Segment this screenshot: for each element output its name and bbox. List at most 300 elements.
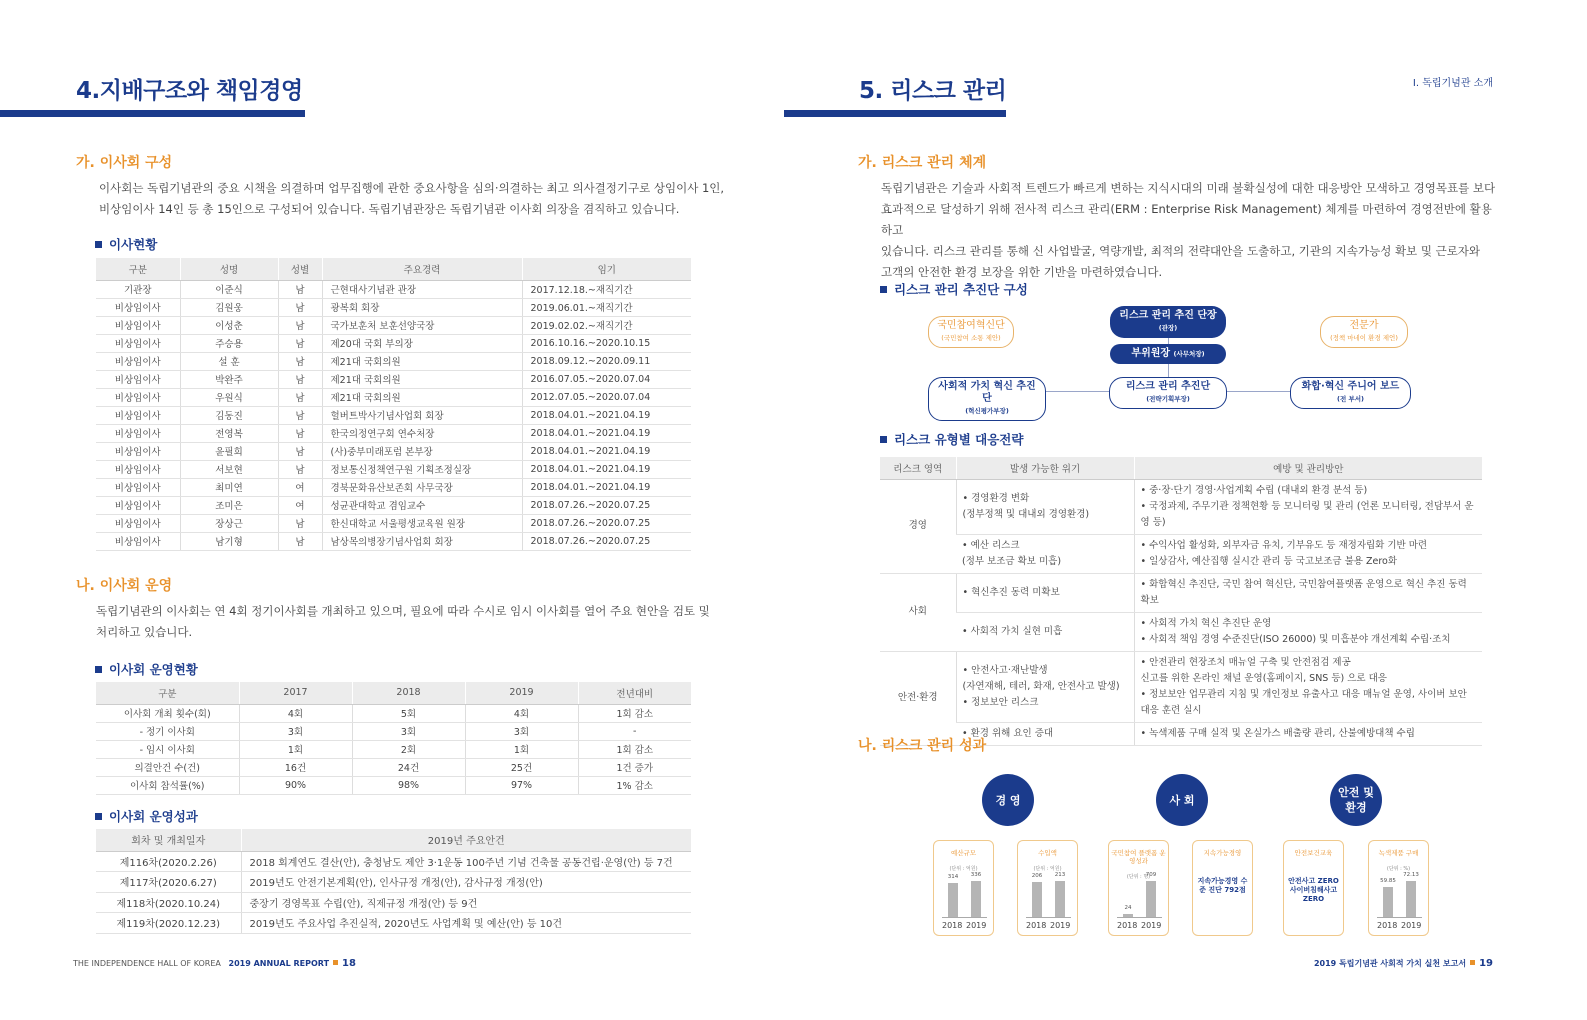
table-cell: 조미은 <box>180 496 278 514</box>
risk-plan-line: • 일상감사, 예산집행 실시간 관리 등 국고보조금 불용 Zero화 <box>1140 555 1398 567</box>
square-bullet-icon <box>880 286 887 293</box>
table-cell: 2018.04.01.~2021.04.19 <box>522 478 691 496</box>
table-cell: 2018.09.12.~2020.09.11 <box>522 352 691 370</box>
table-cell: 남 <box>278 460 322 478</box>
table-cell: 3회 <box>239 722 352 740</box>
table-cell: 기관장 <box>96 280 180 298</box>
table-row <box>96 851 691 872</box>
result-baseline <box>1026 917 1071 918</box>
org-node-experts <box>1320 316 1408 348</box>
risk-plan-line: • 정보보안 업무관리 지침 및 개인정보 유출사고 대응 매뉴얼 운영, 사이버 보안 <box>1140 688 1467 700</box>
table-row <box>96 424 691 442</box>
result-card-title: 국민참여 플랫폼 운영성과 <box>1111 849 1166 865</box>
table-cell: 국가보훈처 보훈선양국장 <box>322 316 522 334</box>
table-cell: 2018.04.01.~2021.04.19 <box>522 442 691 460</box>
risk-area-cell: 안전·환경 <box>880 651 956 745</box>
risk-intro-text <box>881 178 1496 283</box>
risk-plan-line: • 중·장·단기 경영·사업계획 수립 (대내외 환경 분석 등) <box>1140 484 1368 496</box>
table-cell: 제21대 국회의원 <box>322 370 522 388</box>
category-management-label: 경 영 <box>995 793 1021 807</box>
result-card <box>1283 840 1344 936</box>
square-bullet-icon <box>880 436 887 443</box>
risk-plan-cell <box>1134 722 1482 745</box>
table-cell: 제117차(2020.6.27) <box>96 872 241 893</box>
year-label: 2019 <box>1141 921 1162 930</box>
table-cell: 비상임이사 <box>96 406 180 424</box>
result-bar <box>1383 887 1393 917</box>
table-cell: 광복회 회장 <box>322 298 522 316</box>
table-cell: 남 <box>278 532 322 550</box>
page-number-right: 19 <box>1479 958 1493 969</box>
table-row <box>96 872 691 893</box>
risk-plan-line: • 국정과제, 주무기관 정책현황 등 모니터링 및 관리 (언론 모니터링, 전담부서 운영 등) <box>1140 500 1474 528</box>
table-cell: 박완주 <box>180 370 278 388</box>
table-row <box>96 740 691 758</box>
risk-crisis-line: (정부 보조금 확보 미흡) <box>962 555 1062 567</box>
table-cell: 4회 <box>239 704 352 722</box>
result-baseline <box>1117 917 1162 918</box>
result-card-text: 지속가능경영 수준 진단 792점 <box>1197 877 1248 894</box>
footer-dot-icon <box>1470 960 1475 965</box>
square-bullet-icon <box>95 813 102 820</box>
risk-plan-cell <box>1134 651 1482 722</box>
table-cell: 김동진 <box>180 406 278 424</box>
table-row <box>96 352 691 370</box>
board-table-title-text: 이사현황 <box>109 237 158 252</box>
result-bar <box>971 881 981 917</box>
table-cell: 서보현 <box>180 460 278 478</box>
table-cell: 2018.07.26.~2020.07.25 <box>522 514 691 532</box>
risk-plan-line: 신고를 위한 온라인 채널 운영(홈페이지, SNS 등) 으로 대응 <box>1140 672 1387 684</box>
org-vice-label: 부위원장 <box>1131 348 1171 359</box>
table-cell: 한국의정연구회 연수처장 <box>322 424 522 442</box>
table-cell: 비상임이사 <box>96 496 180 514</box>
table-cell: 남 <box>278 514 322 532</box>
year-label: 2018 <box>1117 921 1138 930</box>
table-cell: 경북문화유산보존회 사무국장 <box>322 478 522 496</box>
table-cell: 2017.12.18.~재직기간 <box>522 280 691 298</box>
section-title-risk: 5. 리스크 관리 <box>859 78 1007 104</box>
risk-plan-line: • 녹색제품 구매 실적 및 온실가스 배출량 관리, 산불예방대책 수립 <box>1140 727 1415 739</box>
risk-crisis-line: • 안전사고·재난발생 <box>962 664 1048 676</box>
category-safety-label-1: 안전 및 <box>1338 786 1374 799</box>
table-row <box>96 442 691 460</box>
risk-table-title <box>880 430 1023 448</box>
table-cell: 제20대 국회 부의장 <box>322 334 522 352</box>
table-cell: 비상임이사 <box>96 388 180 406</box>
table-cell: 남 <box>278 316 322 334</box>
column-header: 임기 <box>522 258 691 280</box>
table-row <box>880 612 1482 651</box>
footer-report-name: 2019 독립기념관 사회적 가치 실천 보고서 <box>1313 959 1467 968</box>
risk-crisis-line: • 정보보안 리스크 <box>962 696 1039 708</box>
result-baseline <box>1377 917 1422 918</box>
result-card-title: 지속가능경영 <box>1203 849 1242 857</box>
table-cell: - 임시 이사회 <box>96 740 239 758</box>
table-cell: 남 <box>278 352 322 370</box>
page-number-left: 18 <box>342 958 356 969</box>
result-baseline <box>942 917 987 918</box>
ops-table-body <box>96 704 691 794</box>
footer-right <box>1314 958 1493 969</box>
table-row <box>96 478 691 496</box>
table-cell: 2012.07.05.~2020.07.04 <box>522 388 691 406</box>
org-node-social-value <box>928 377 1046 421</box>
section-title-bar <box>0 110 305 117</box>
risk-crisis-line: • 혁신추진 동력 미확보 <box>962 586 1060 598</box>
category-society-label: 사 회 <box>1169 793 1195 807</box>
column-header: 2017 <box>239 682 352 704</box>
table-cell: 이사회 개최 횟수(회) <box>96 704 239 722</box>
table-row <box>96 406 691 424</box>
org-junior-sub: (전 부서) <box>1336 395 1365 403</box>
column-header: 예방 및 관리방안 <box>1134 457 1482 479</box>
table-cell: 한신대학교 서울평생교육원 원장 <box>322 514 522 532</box>
table-cell: 성균관대학교 겸임교수 <box>322 496 522 514</box>
board-operation-text <box>96 601 736 643</box>
risk-plan-cell <box>1134 534 1482 573</box>
org-experts-label: 전문가 <box>1349 320 1379 331</box>
square-bullet-icon <box>95 666 102 673</box>
table-row <box>96 913 691 934</box>
org-experts-sub: (정책 마네이 환경 제언) <box>1330 334 1398 342</box>
column-header: 2018 <box>352 682 465 704</box>
table-row <box>880 479 1482 534</box>
org-chart-title <box>880 280 1028 298</box>
risk-crisis-cell <box>956 534 1134 573</box>
table-row <box>96 722 691 740</box>
result-card <box>1368 840 1429 936</box>
table-cell: 2019년도 주요사업 추진실적, 2020년도 사업계획 및 예산(안) 등 10건 <box>241 913 691 934</box>
table-cell: 98% <box>352 776 465 794</box>
table-cell: (사)중부미래포럼 본부장 <box>322 442 522 460</box>
table-row <box>96 388 691 406</box>
table-cell: 남기형 <box>180 532 278 550</box>
org-node-chief <box>1110 306 1226 338</box>
result-table-title <box>95 807 198 825</box>
section-title-governance: 4.지배구조와 책임경영 <box>76 78 303 104</box>
table-cell: 3회 <box>465 722 578 740</box>
board-intro-line-1: 이사회는 독립기념관의 중요 시책을 의결하며 업무집행에 관한 중요사항을 심의·의결하는 최고 의사결정기구로 상임이사 1인, <box>99 181 725 195</box>
table-cell: 남 <box>278 280 322 298</box>
table-cell: 2019.06.01.~재직기간 <box>522 298 691 316</box>
footer-report-name: 2019 ANNUAL REPORT <box>228 959 330 968</box>
table-cell: 5회 <box>352 704 465 722</box>
subsection-risk-system: 가. 리스크 관리 체계 <box>858 155 987 171</box>
risk-strategy-table <box>880 457 1482 746</box>
board-intro-text <box>99 178 739 220</box>
column-header: 성명 <box>180 258 278 280</box>
table-cell: 정보통신정책연구원 기획조정실장 <box>322 460 522 478</box>
column-header: 2019 <box>465 682 578 704</box>
result-bar-value: 72.13 <box>1403 872 1419 878</box>
column-header: 리스크 영역 <box>880 457 956 479</box>
category-society-circle <box>1156 774 1208 826</box>
table-cell: 1회 <box>465 740 578 758</box>
category-safety-circle <box>1330 774 1382 826</box>
column-header: 성별 <box>278 258 322 280</box>
result-table-body <box>96 851 691 933</box>
risk-intro-line-3: 있습니다. 리스크 관리를 통해 신 사업발굴, 역량개발, 최적의 전략대안을 도출하고, 기관의 지속가능성 확보 및 근로자와 <box>881 244 1481 258</box>
table-cell: 비상임이사 <box>96 478 180 496</box>
table-cell: 1건 증가 <box>578 758 691 776</box>
table-cell: 2018.04.01.~2021.04.19 <box>522 460 691 478</box>
subsection-board-operation: 나. 이사회 운영 <box>76 578 173 594</box>
column-header: 발생 가능한 위기 <box>956 457 1134 479</box>
table-cell: 비상임이사 <box>96 442 180 460</box>
board-intro-line-2: 비상임이사 14인 등 총 15인으로 구성되어 있습니다. 독립기념관장은 독립기념관 이사회 의장을 겸직하고 있습니다. <box>99 202 680 216</box>
table-cell: - <box>578 722 691 740</box>
table-row <box>96 776 691 794</box>
result-bar-value: 59.85 <box>1380 878 1396 885</box>
table-cell: 2018.07.26.~2020.07.25 <box>522 496 691 514</box>
table-cell: 1% 감소 <box>578 776 691 794</box>
table-cell: 2018.07.26.~2020.07.25 <box>522 532 691 550</box>
table-row <box>96 460 691 478</box>
result-card-title: 수입액 <box>1038 849 1057 857</box>
table-cell: 2019년도 안전기본계획(안), 인사규정 개정(안), 감사규정 개정(안) <box>241 872 691 893</box>
risk-plan-line: • 사회적 가치 혁신 추진단 운영 <box>1140 617 1272 629</box>
column-header: 회차 및 개최일자 <box>96 829 241 851</box>
org-node-junior-board <box>1290 377 1411 409</box>
result-card-title: 녹색제품 구매 <box>1378 849 1419 857</box>
table-cell: 여 <box>278 478 322 496</box>
risk-table-body <box>880 479 1482 745</box>
risk-plan-cell <box>1134 573 1482 612</box>
table-cell: 근현대사기념관 관장 <box>322 280 522 298</box>
risk-intro-line-2: 효과적으로 달성하기 위해 전사적 리스크 관리(ERM : Enterprise Risk Management) 체계를 마련하여 경영전반에 활용하고 <box>881 202 1492 237</box>
subsection-risk-results: 나. 리스크 관리 성과 <box>858 738 987 754</box>
subsection-board-composition: 가. 이사회 구성 <box>76 155 173 171</box>
column-header: 구분 <box>96 258 180 280</box>
org-citizen-sub: (국민참여 소통 제안) <box>941 334 1001 342</box>
risk-crisis-line: • 예산 리스크 <box>962 539 1020 551</box>
org-social-label: 사회적 가치 혁신 추진단 <box>938 381 1036 404</box>
table-row <box>96 370 691 388</box>
footer-left <box>73 958 356 969</box>
table-cell: 제21대 국회의원 <box>322 352 522 370</box>
category-safety-label-2: 환경 <box>1345 801 1367 814</box>
table-cell: 남 <box>278 334 322 352</box>
risk-intro-line-4: 고객의 안전한 환경 보장을 위한 기반을 마련하였습니다. <box>881 265 1163 279</box>
risk-crisis-line: • 환경 위해 요인 증대 <box>962 727 1054 739</box>
org-vice-sub: (사무처장) <box>1173 350 1205 358</box>
result-bar-value: 206 <box>1031 873 1043 880</box>
result-bar-value: 213 <box>1054 872 1066 878</box>
table-cell: 최미연 <box>180 478 278 496</box>
section-title-bar <box>784 110 1006 117</box>
risk-crisis-line: (정부정책 및 대내외 경영환경) <box>962 508 1090 520</box>
risk-crisis-cell <box>956 479 1134 534</box>
table-cell: 2019.02.02.~재직기간 <box>522 316 691 334</box>
table-cell: 이준식 <box>180 280 278 298</box>
risk-table-header <box>880 457 1482 479</box>
table-row <box>96 334 691 352</box>
result-bar-value: 24 <box>1124 905 1132 911</box>
table-cell: 3회 <box>352 722 465 740</box>
board-table-title <box>95 235 157 253</box>
risk-table-title-text: 리스크 유형별 대응전략 <box>894 432 1024 447</box>
table-cell: 2018.04.01.~2021.04.19 <box>522 424 691 442</box>
result-bar <box>1055 881 1065 917</box>
ops-table-header <box>96 682 691 704</box>
table-cell: 2회 <box>352 740 465 758</box>
table-cell: 90% <box>239 776 352 794</box>
table-cell: 제119차(2020.12.23) <box>96 913 241 934</box>
table-cell: 남 <box>278 370 322 388</box>
table-cell: 남 <box>278 388 322 406</box>
table-cell: 이성춘 <box>180 316 278 334</box>
result-bar-value: 314 <box>947 874 959 881</box>
result-card-title: 안전보건교육 <box>1294 849 1333 857</box>
table-cell: 25건 <box>465 758 578 776</box>
table-row <box>96 514 691 532</box>
org-junior-label: 화합·혁신 주니어 보드 <box>1301 381 1400 392</box>
table-cell: 제118차(2020.10.24) <box>96 892 241 913</box>
table-row <box>96 280 691 298</box>
table-cell: 여 <box>278 496 322 514</box>
result-card-unit: (단위 : 억원) <box>949 866 978 872</box>
org-node-citizen-panel <box>928 316 1014 348</box>
table-cell: 2016.10.16.~2020.10.15 <box>522 334 691 352</box>
risk-crisis-cell <box>956 651 1134 722</box>
table-cell: 중장기 경영목표 수립(안), 직제규정 개정(안) 등 9건 <box>241 892 691 913</box>
table-cell: 비상임이사 <box>96 370 180 388</box>
table-cell: 김원웅 <box>180 298 278 316</box>
risk-plan-line: • 사회적 책임 경영 수준진단(ISO 26000) 및 미흡분야 개선계획 수립·조치 <box>1140 633 1451 645</box>
org-chief-label: 리스크 관리 추진 단장 <box>1119 310 1217 321</box>
column-header: 구분 <box>96 682 239 704</box>
table-row <box>96 298 691 316</box>
column-header: 전년대비 <box>578 682 691 704</box>
year-label: 2019 <box>1050 921 1071 930</box>
column-header: 2019년 주요안건 <box>241 829 691 851</box>
left-page <box>0 0 790 1020</box>
footer-org-name: THE INDEPENDENCE HALL OF KOREA <box>73 959 221 968</box>
table-cell: 남 <box>278 442 322 460</box>
right-page <box>790 0 1587 1020</box>
risk-crisis-line: • 경영환경 변화 <box>962 492 1030 504</box>
table-cell: 남 <box>278 424 322 442</box>
risk-intro-line-1: 독립기념관은 기술과 사회적 트렌드가 빠르게 변하는 지식시대의 미래 불확실성에 대한 대응방안 모색하고 경영목표를 보다 <box>881 181 1496 195</box>
table-cell: 2018 회계연도 결산(안), 충청남도 제안 3·1운동 100주년 기념 건축물 공동건립·운영(안) 등 7건 <box>241 851 691 872</box>
table-cell: 1회 감소 <box>578 704 691 722</box>
result-card <box>1108 840 1169 936</box>
table-cell: 제116차(2020.2.26) <box>96 851 241 872</box>
table-cell: 비상임이사 <box>96 514 180 532</box>
table-cell: 남 <box>278 298 322 316</box>
org-chief-sub: (관장) <box>1158 324 1178 332</box>
table-cell: 비상임이사 <box>96 334 180 352</box>
risk-crisis-line: • 사회적 가치 실현 미흡 <box>962 625 1063 637</box>
board-operation-line-1: 독립기념관의 이사회는 연 4회 정기이사회를 개최하고 있으며, 필요에 따라 수시로 임시 이사회를 열어 주요 현안을 검토 및 <box>96 604 710 618</box>
category-management-circle <box>982 774 1034 826</box>
result-bar <box>948 883 958 917</box>
org-risk-sub: (전략기획부장) <box>1146 395 1190 403</box>
table-cell: 2016.07.05.~2020.07.04 <box>522 370 691 388</box>
table-cell: 24건 <box>352 758 465 776</box>
year-label: 2018 <box>1026 921 1047 930</box>
result-card <box>1192 840 1253 936</box>
table-cell: 헐버트박사기념사업회 회장 <box>322 406 522 424</box>
board-table-header <box>96 258 691 280</box>
table-cell: 1회 <box>239 740 352 758</box>
result-bar-value: 336 <box>970 872 982 878</box>
result-card-unit: (단위 : %) <box>1386 866 1411 872</box>
org-risk-label: 리스크 관리 추진단 <box>1125 381 1211 392</box>
table-cell: 전영복 <box>180 424 278 442</box>
table-cell: 의결안건 수(건) <box>96 758 239 776</box>
risk-plan-line: 대응 훈련 실시 <box>1140 704 1202 716</box>
table-cell: 주승용 <box>180 334 278 352</box>
table-row <box>96 496 691 514</box>
org-chart-title-text: 리스크 관리 추진단 구성 <box>894 282 1028 297</box>
board-members-table <box>96 258 691 551</box>
ops-table-title <box>95 660 198 678</box>
table-cell: 비상임이사 <box>96 316 180 334</box>
table-cell: 비상임이사 <box>96 460 180 478</box>
org-node-vice <box>1110 344 1226 364</box>
result-card-text: 안전사고 ZERO 사이버침해사고 ZERO <box>1288 877 1339 903</box>
risk-area-cell: 경영 <box>880 479 956 573</box>
table-row <box>880 534 1482 573</box>
table-cell: 97% <box>465 776 578 794</box>
risk-plan-line: • 안전관리 현장조치 매뉴얼 구축 및 안전점검 제공 <box>1140 656 1351 668</box>
table-cell: 비상임이사 <box>96 424 180 442</box>
table-cell: 1회 감소 <box>578 740 691 758</box>
table-cell: 4회 <box>465 704 578 722</box>
risk-plan-cell <box>1134 612 1482 651</box>
result-table-header <box>96 829 691 851</box>
table-row <box>96 532 691 550</box>
risk-plan-cell <box>1134 479 1482 534</box>
result-card-title: 예산규모 <box>950 849 977 857</box>
result-card <box>933 840 994 936</box>
result-card <box>1017 840 1078 936</box>
table-row <box>880 573 1482 612</box>
board-results-table <box>96 829 691 934</box>
table-row <box>96 758 691 776</box>
year-label: 2018 <box>942 921 963 930</box>
table-cell: 장상근 <box>180 514 278 532</box>
risk-plan-line: • 수익사업 활성화, 외부자금 유치, 기부유도 등 재정자립화 기반 마련 <box>1140 539 1428 551</box>
table-cell: 이사회 참석률(%) <box>96 776 239 794</box>
result-bar-value: 709 <box>1145 872 1157 878</box>
result-bar <box>1032 882 1042 917</box>
org-social-sub: (혁신평가부장) <box>965 407 1009 415</box>
table-cell: 비상임이사 <box>96 298 180 316</box>
year-label: 2019 <box>966 921 987 930</box>
risk-crisis-cell <box>956 612 1134 651</box>
ops-table-title-text: 이사회 운영현황 <box>109 662 198 677</box>
table-cell: 비상임이사 <box>96 532 180 550</box>
table-cell: 윤필희 <box>180 442 278 460</box>
table-cell: 우원식 <box>180 388 278 406</box>
risk-plan-line: • 화합혁신 추진단, 국민 참여 혁신단, 국민참여플랫폼 운영으로 혁신 추진 동력 확보 <box>1140 578 1467 606</box>
year-label: 2018 <box>1377 921 1398 930</box>
year-label: 2019 <box>1401 921 1422 930</box>
board-operation-line-2: 처리하고 있습니다. <box>96 625 193 639</box>
risk-crisis-cell <box>956 573 1134 612</box>
result-bar <box>1146 881 1156 917</box>
table-row <box>96 892 691 913</box>
result-card-unit: (단위 : 억원) <box>1033 866 1062 872</box>
org-node-risk-team <box>1109 377 1227 409</box>
result-card-unit: (단위 : 명) <box>1126 874 1151 880</box>
table-row <box>880 651 1482 722</box>
square-bullet-icon <box>95 241 102 248</box>
table-row <box>96 316 691 334</box>
